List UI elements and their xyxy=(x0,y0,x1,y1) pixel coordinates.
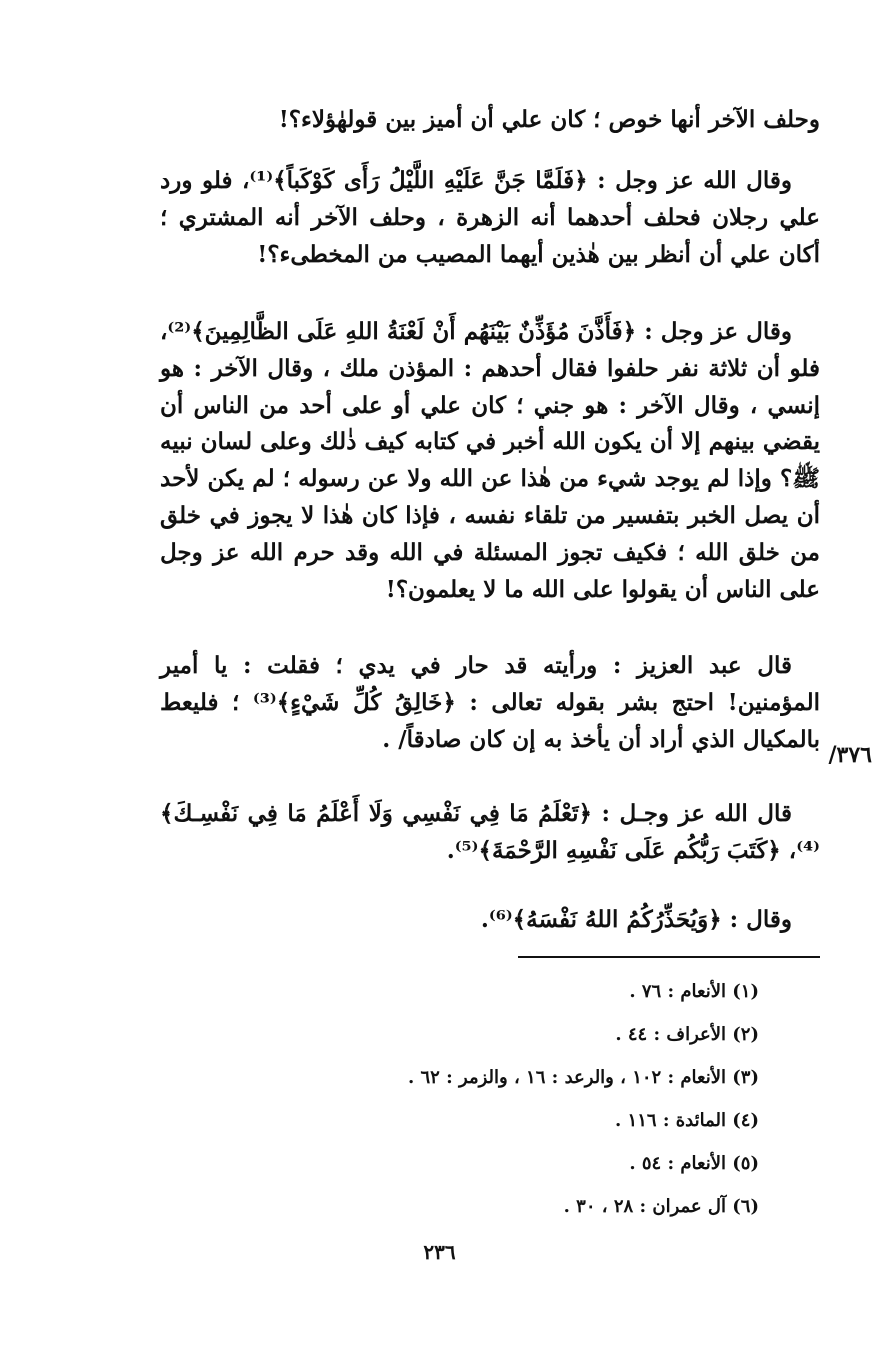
footnote-2: (٢) الأعراف : ٤٤ . xyxy=(615,1024,759,1045)
footnote-1: (١) الأنعام : ٧٦ . xyxy=(629,981,759,1002)
paragraph-4 xyxy=(160,648,820,758)
paragraph-text: وقال الله عز وجل : ﴿فَلَمَّا جَنَّ عَلَيْهِ اللَّيْلُ رَأَى كَوْكَباً﴾⁽¹⁾، فلو ورد علي رجلان فحلف أحدهما أنه الزهرة ، وحلف الآخر أنه المشتري ؛ أكان علي أن أنظر بين هٰذين أيهما المصيب من المخطىء؟! xyxy=(160,167,820,268)
margin-page-reference: ٣٧٦/ xyxy=(828,742,872,768)
footnote-4: (٤) المائدة : ١١٦ . xyxy=(615,1110,759,1131)
paragraph-3 xyxy=(160,314,820,608)
footnote-5: (٥) الأنعام : ٥٤ . xyxy=(629,1153,759,1174)
paragraph-6 xyxy=(160,902,820,939)
footnote-divider xyxy=(518,956,820,958)
footnotes xyxy=(279,970,759,1228)
paragraph-2 xyxy=(160,163,820,273)
paragraph-5 xyxy=(160,796,820,870)
paragraph-text: وقال : ﴿وَيُحَذِّرُكُمُ اللهُ نَفْسَهُ﴾⁽⁶⁾. xyxy=(480,906,792,933)
paragraph-1 xyxy=(160,102,820,139)
paragraph-text: قال عبد العزيز : ورأيته قد حار في يدي ؛ فقلت : يا أمير المؤمنين! احتج بشر بقوله تعالى : ﴿خَالِقُ كُلِّ شَيْءٍ﴾⁽³⁾ ؛ فليعط بالمكيال الذي أراد أن يأخذ به إن كان صادقاً/ . xyxy=(160,652,820,753)
paragraph-text: وقال عز وجل : ﴿فَأَذَّنَ مُؤَذِّنٌ بَيْنَهُم أَنْ لَعْنَةُ اللهِ عَلَى الظَّالِمِينَ﴾⁽²⁾، فلو أن ثلاثة نفر حلفوا فقال أحدهم : المؤذن ملك ، وقال الآخر : هو إنسي ، وقال الآخر : هو جني ؛ كان علي أو على أحد من الناس أن يقضي بينهم إلا أن يكون الله أخبر في كتابه كيف ذٰلك وعلى لسان نبيه ﷺ؟ وإذا لم يوجد شيء من هٰذا عن الله ولا عن رسوله ؛ لم يكن لأحد أن يصل الخبر بتفسير من تلقاء نفسه ، فإذا كان هٰذا لا يجوز في خلق من خلق الله ؛ فكيف تجوز المسئلة في الله وقد حرم الله عز وجل على الناس أن يقولوا على الله ما لا يعلمون؟! xyxy=(160,318,820,603)
footnote-6: (٦) آل عمران : ٢٨ ، ٣٠ . xyxy=(563,1196,759,1217)
paragraph-text: وحلف الآخر أنها خوص ؛ كان علي أن أميز بين قولهٰؤلاء؟! xyxy=(278,106,820,133)
footnote-3: (٣) الأنعام : ١٠٢ ، والرعد : ١٦ ، والزمر : ٦٢ . xyxy=(407,1067,759,1088)
paragraph-text: قال الله عز وجـل : ﴿تَعْلَمُ مَا فِي نَفْسِي وَلَا أَعْلَمُ مَا فِي نَفْسِـكَ﴾⁽⁴⁾، ﴿كَتَبَ رَبُّكُم عَلَى نَفْسِهِ الرَّحْمَةَ﴾⁽⁵⁾. xyxy=(160,800,820,864)
page-number: ٢٣٦ xyxy=(423,1240,456,1264)
